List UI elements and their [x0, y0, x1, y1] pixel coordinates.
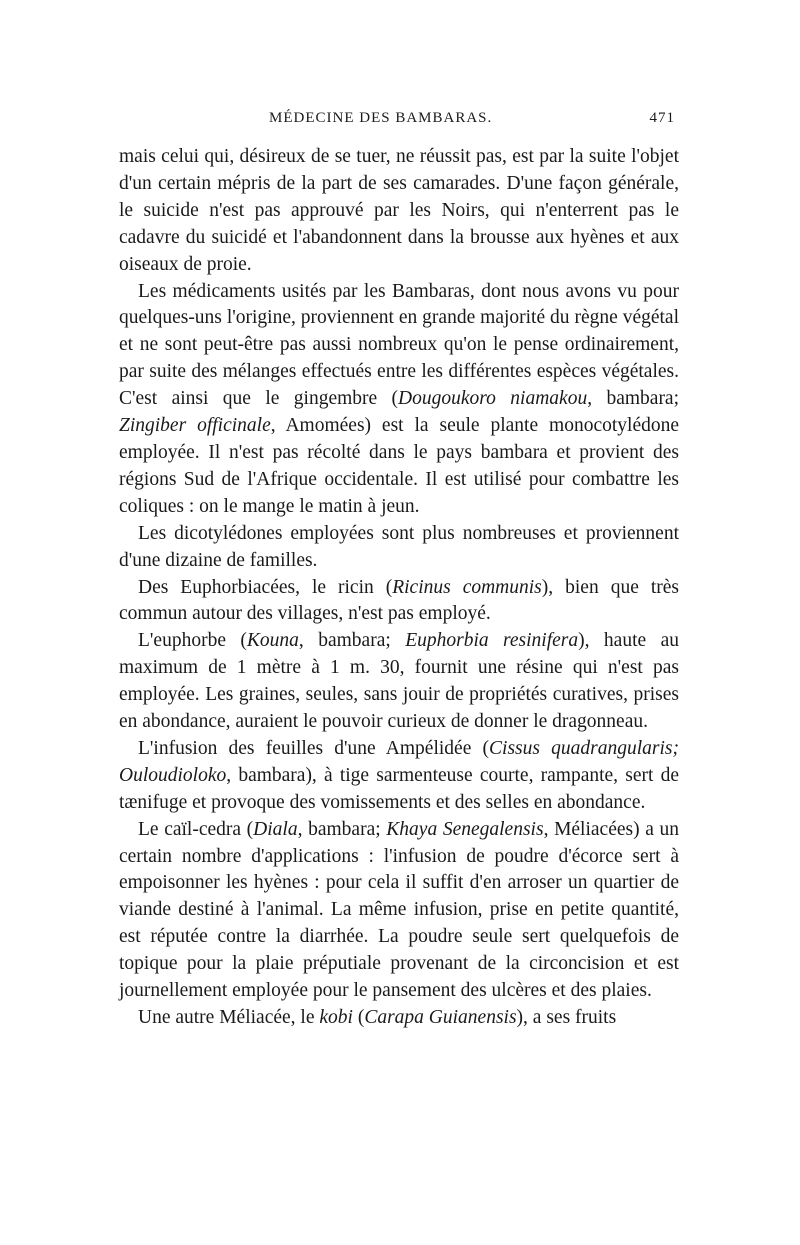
- text-run: L'euphorbe (: [138, 630, 247, 652]
- species-name: Carapa Guianensis: [364, 1007, 517, 1028]
- text-run: , bambara;: [297, 818, 387, 840]
- paragraph: [119, 144, 679, 279]
- species-name: Khaya Senegalensis: [386, 818, 544, 840]
- paragraph: [119, 279, 679, 521]
- text-run: Une autre Méliacée, le: [138, 1007, 320, 1028]
- running-title: MÉDECINE DES BAMBARAS.: [269, 110, 493, 126]
- page-number: 471: [649, 110, 675, 126]
- vernacular-name: Kouna: [246, 630, 299, 652]
- paragraph: [119, 575, 679, 629]
- species-name: Ricinus communis: [392, 576, 542, 598]
- text-run: , bambara;: [587, 388, 680, 410]
- vernacular-name: kobi: [319, 1007, 353, 1028]
- paragraph: [119, 817, 679, 1005]
- text-run: ), bien que très commun autour des villages, n'est pas employé.: [119, 576, 679, 625]
- text-run: Des Euphorbiacées, le ricin (: [138, 576, 393, 598]
- paragraph: [119, 521, 679, 575]
- text-run: , Amomées) est la seule plante monocotylédone employée. Il n'est pas récolté dans le pays bambara et provient des régions Sud de l'Afrique occidentale. Il est utilisé pour combattre les coliques : on le mange le matin à jeun.: [119, 415, 680, 517]
- text-run: Les médicaments usités par les Bambaras, dont nous avons vu pour quelques-uns l'origine, proviennent en grande majorité du règne végétal et ne sont peut-être pas aussi nombreux qu'on le pense ordinairement, par suite des mélanges effectués entre les différentes espèces végétales. C'est ainsi que le gingembre (: [119, 280, 679, 410]
- text-run: , bambara;: [298, 630, 406, 652]
- vernacular-name: Diala: [253, 818, 298, 840]
- species-name: Zingiber officinale: [119, 415, 271, 437]
- text-run: , Méliacées) a un certain nombre d'applications : l'infusion de poudre d'écorce sert à empoisonner les hyènes : pour cela il suffit d'en arroser un quartier de viande destiné à l'animal. La même infusion, prise en petite quantité, est réputée contre la diarrhée. La poudre seule sert quelquefois de topique pour la plaie préputiale provenant de la circoncision et est journellement employée pour le pansement des ulcères et des plaies.: [119, 818, 680, 1002]
- text-run: L'infusion des feuilles d'une Ampélidée (: [138, 737, 490, 759]
- species-name: Euphorbia resinifera: [405, 630, 579, 652]
- paragraph: [119, 736, 679, 817]
- body-text: [119, 144, 679, 1032]
- running-head: [119, 110, 679, 134]
- text-run: Le caïl-cedra (: [138, 818, 254, 840]
- vernacular-name: Dougoukoro niamakou: [398, 388, 588, 410]
- book-page: [119, 110, 679, 1032]
- paragraph: [119, 1005, 679, 1032]
- text-run: ), a ses fruits: [516, 1007, 617, 1028]
- text-run: , bambara), à tige sarmenteuse courte, rampante, sert de tænifuge et provoque des vomissements et des selles en abondance.: [119, 764, 679, 813]
- paragraph: [119, 628, 679, 736]
- text-run: ), haute au maximum de 1 mètre à 1 m. 30, fournit une résine qui n'est pas employée. Les graines, seules, sans jouir de propriétés curatives, prises en abondance, auraient le pouvoir curieux de donner le dragonneau.: [119, 630, 679, 733]
- species-name: Cissus quadrangularis; Ouloudioloko: [119, 737, 679, 786]
- text-run: Les dicotylédones employées sont plus nombreuses et proviennent d'une dizaine de familles.: [119, 522, 679, 571]
- text-run: mais celui qui, désireux de se tuer, ne réussit pas, est par la suite l'objet d'un certain mépris de la part de ses camarades. D'une façon générale, le suicide n'est pas approuvé par les Noirs, qui n'enterrent pas le cadavre du suicidé et l'abandonnent dans la brousse aux hyènes et aux oiseaux de proie.: [119, 146, 679, 275]
- text-run: (: [352, 1007, 365, 1028]
